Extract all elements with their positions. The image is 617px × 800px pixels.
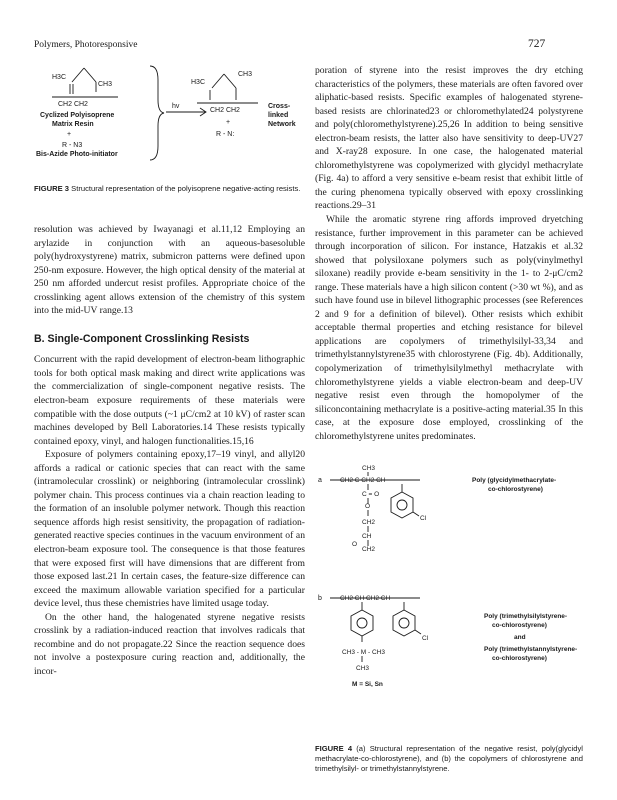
fig4b-name-2: co-chlorostyrene) <box>492 622 547 629</box>
figure4b-structure <box>330 598 421 662</box>
fig3-label-ch3-right: CH3 <box>238 71 253 78</box>
left-paragraph-1: Concurrent with the rapid development of electron-beam lithographic tools for both optical mask making and direct write applications was the commercialization of single-component negative resists. The electron-beam exposure requirements of these materials were compatible with the dose outputs (~1 μC/cm2 at 10 kV) of raster scan machines developed by Bell Laboratories.14 These resists typically contained epoxy, vinyl, and halogen functionalities.15,16 <box>34 354 305 447</box>
fig4a-cl: Cl <box>420 515 427 522</box>
figure4a-structure <box>330 472 420 546</box>
fig4b-letter: b <box>318 595 322 602</box>
left-intro-paragraph: resolution was achieved by Iwayanagi et al.11,12 Employing an arylazide in conjunction with an aqueous-basesoluble poly(hydroxystyrene) matrix, submicron patterns were defined upon 250-nm exposure. However, the high optical density of the material at 250 nm afforded undercut resist profiles. Appropriate choice of the crosslinking agent allows extension of the chemistry of this system into the mid-UV range.13 <box>34 224 305 317</box>
fig4b-cl: Cl <box>422 635 429 642</box>
fig3-label-nitrene: R - N: <box>216 131 235 138</box>
figure3-structure <box>52 66 258 160</box>
section-heading: B. Single-Component Crosslinking Resists <box>34 332 250 345</box>
right-paragraph-1: poration of styrene into the resist improves the dry etching characteristics of the polymers, these materials are often favored over aliphatic-based resists. Specific examples of halogenated styrene-based resists are chlorinated23 or chloromethylated24 polystyrene and poly(chloromethylstyrene).25,26 In addition to being sensitive electron-beam resists, the latter also have sensitivity to deep-UV27 and X-ray28 exposure. In one case, the halogenated material chloromethylstyrene was copolymerized with glycidyl methacrylate (Fig. 4a) to afford a very sensitive e-beam resist that exhibit little of the curing phenomena typically observed with epoxy crosslinking reactions.29–31 <box>315 65 583 212</box>
fig3-label-plus-left: + <box>67 131 72 138</box>
figure4b-labels <box>318 595 577 688</box>
left-paragraph-3: On the other hand, the halogenated styrene negative resists crosslink by a radiation-induced reaction that involves radicals that recombine and do not propagate.22 Since the reaction sequence does not involve a postexposure curing reaction and, additionally, the incor- <box>34 611 305 677</box>
fig3-label-chain-right: CH2 CH2 <box>210 107 240 114</box>
fig3-label-h3c-right: H3C <box>191 79 206 86</box>
fig4a-ch3: CH3 <box>362 465 376 472</box>
fig4a-ch: CH <box>362 533 372 540</box>
fig3-label-crosslinked-3: Network <box>268 121 296 128</box>
fig4a-name-1: Poly (glycidylmethacrylate- <box>472 477 557 484</box>
figure3-caption-label: FIGURE 3 <box>34 184 70 193</box>
fig3-label-ch3-top-left: H3C <box>52 74 67 81</box>
fig4b-name-1: Poly (trimethylsilylstyrene- <box>484 613 568 620</box>
fig4a-ch2: CH2 <box>362 519 376 526</box>
fig4a-letter: a <box>318 477 322 484</box>
fig4b-ch3: CH3 <box>356 665 370 672</box>
fig4a-name-2: co-chlorostyrene) <box>488 486 543 493</box>
figure3-labels <box>36 71 296 158</box>
fig4b-m-group: CH3 - M - CH3 <box>342 649 385 656</box>
figure3-caption <box>34 184 305 194</box>
fig3-label-crosslinked-1: Cross- <box>268 103 291 110</box>
figure3-caption-text: Structural representation of the polyisoprene negative-acting resists. <box>71 184 301 193</box>
fig4a-o: O <box>365 503 371 510</box>
fig4a-ch2-ring: CH2 <box>362 546 376 553</box>
fig3-label-azide-2: Bis-Azide Photo-initiator <box>36 151 118 158</box>
fig4b-m-def: M = Si, Sn <box>352 681 383 688</box>
figure4-caption-label: FIGURE 4 <box>315 744 353 753</box>
fig4b-and: and <box>514 634 526 641</box>
fig3-label-azide-1: R - N3 <box>62 142 83 149</box>
left-paragraph-2: Exposure of polymers containing epoxy,17–19 vinyl, and allyl20 affords a radical or cationic species that can react with the same (intramolecular crosslink) or neighboring (intramolecular crosslink) polymer chain. This process continues via a chain reaction leading to the formation of an insoluble polymer network. Though this reaction sequence affords high resist sensitivity, the propagation of radiation-generated reactive species continues in the vacuum environment of an electron-beam exposure tool. The consequence is that those features that were exposed first will have dimensions that are different from those exposed last.21 In certain cases, the feature-size difference can exceed the maximum allowable variation specified for a particular device level, thus these chemistries have limited usage today. <box>34 449 305 610</box>
left-column <box>34 223 305 679</box>
fig4b-name-4: co-chlorostyrene) <box>492 655 547 662</box>
right-column <box>315 64 583 443</box>
figure4-caption-text: (a) Structural representation of the negative resist, poly(glycidyl methacrylate-co-chlorostyrene), and (b) the copolymers of chlorostyrene and trimethylsilyl- or trimethylstannylstyrene. <box>315 744 583 774</box>
fig4a-o-ring: O <box>352 541 358 548</box>
fig3-label-hv: hv <box>172 103 180 110</box>
fig4b-name-3: Poly (trimethylstannylstyrene- <box>484 646 578 653</box>
fig3-label-chain-left: CH2 CH2 <box>58 101 88 108</box>
fig3-label-crosslinked-2: linked <box>268 112 289 119</box>
fig3-label-ch3-left: CH3 <box>98 81 113 88</box>
figure4a-labels <box>318 465 556 553</box>
fig3-label-resin-1: Cyclized Polyisoprene <box>40 112 115 119</box>
page-number: 727 <box>528 38 546 50</box>
fig4b-backbone: CH2 CH CH2 CH <box>340 595 391 602</box>
fig4a-backbone: CH2 C CH2 CH <box>340 477 386 484</box>
fig3-label-plus-right: + <box>226 119 231 126</box>
page-header-left: Polymers, Photoresponsive <box>34 40 138 50</box>
figure4-caption <box>315 744 583 775</box>
fig4a-ceqo: C = O <box>362 491 380 498</box>
fig3-label-resin-2: Matrix Resin <box>52 121 94 128</box>
right-paragraph-2: While the aromatic styrene ring affords improved dryetching resistance, further improvement in this parameter can be achieved through incorporation of silicon. For instance, Hatzakis et al.32 showed that polysiloxane polymers such as poly(vinylmethyl siloxane) readily provide e-beam sensitivity in the 1- to 2-μC/cm2 range. These materials have a high silicon content (>30 wt %), and as such have found use in bilevel lithographic processes (see References 2 and 9 for a definition of bilevel). Other resists which exhibit acceptable thermal properties and etching resistance for bilevel applications are copolymers of trimethylsilyl-33,34 and trimethylstannylstyrene35 with chlorostyrene (Fig. 4b). Additionally, copolymerization of trimethylsilylmethyl methacrylate with chloromethylstyrene yields a viable electron-beam and deep-UV negative resist even through the homopolymer of the siliconcontaining methacrylate is a positive-acting material.35 In this case, at the exposure dose employed, crosslinking of the chloromethylstyrene unites predominates. <box>315 214 583 442</box>
